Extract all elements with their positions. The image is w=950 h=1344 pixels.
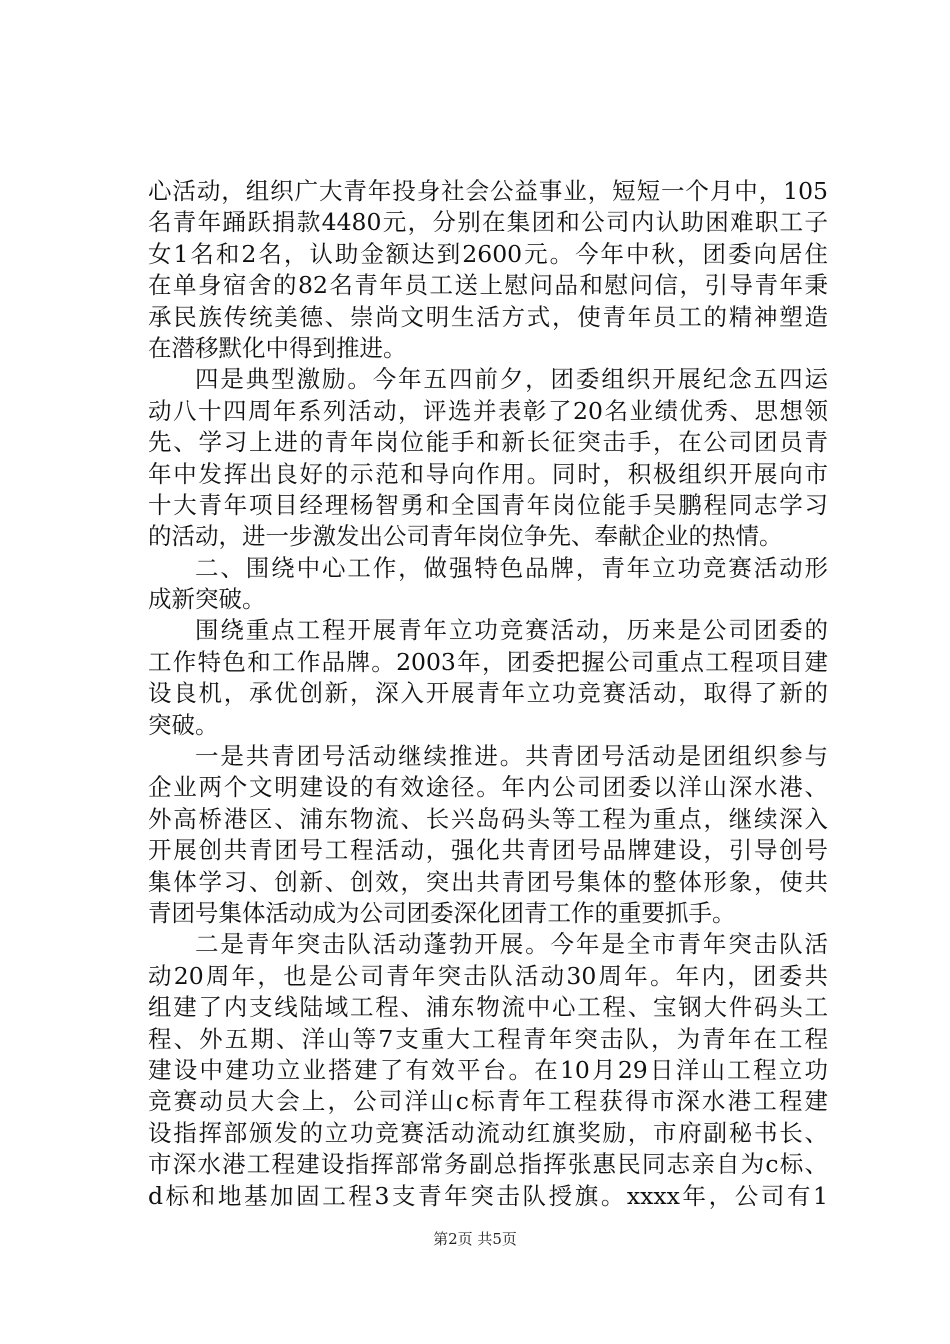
text-line: 二、围绕中心工作，做强特色品牌，青年立功竞赛活动形 [195, 553, 828, 582]
text-line: 市深水港工程建设指挥部常务副总指挥张惠民同志亲自为c标、 [148, 1150, 828, 1179]
text-line: 动20周年，也是公司青年突击队活动30周年。年内，团委共 [148, 961, 828, 990]
text-line: 在单身宿舍的82名青年员工送上慰问品和慰问信，引导青年秉 [148, 271, 828, 300]
text-line: 工作特色和工作品牌。2003年，团委把握公司重点工程项目建 [148, 647, 828, 676]
page-footer: 第2页 共5页 [433, 1230, 517, 1248]
text-line: 动八十四周年系列活动，评选并表彰了20名业绩优秀、思想领 [148, 396, 828, 425]
text-line: 二是青年突击队活动蓬勃开展。今年是全市青年突击队活 [195, 930, 828, 959]
text-line: 设指挥部颁发的立功竞赛活动流动红旗奖励，市府副秘书长、 [148, 1118, 828, 1147]
text-line: 一是共青团号活动继续推进。共青团号活动是团组织参与 [195, 742, 828, 771]
text-line: 突破。 [148, 710, 219, 739]
text-line: 程、外五期、洋山等7支重大工程青年突击队，为青年在工程 [148, 1024, 828, 1053]
text-line: 组建了内支线陆域工程、浦东物流中心工程、宝钢大件码头工 [148, 993, 828, 1022]
text-line: 承民族传统美德、崇尚文明生活方式，使青年员工的精神塑造 [148, 302, 828, 331]
text-line: 四是典型激励。今年五四前夕，团委组织开展纪念五四运 [195, 365, 828, 394]
text-line: 集体学习、创新、创效，突出共青团号集体的整体形象，使共 [148, 867, 828, 896]
text-line: 年中发挥出良好的示范和导向作用。同时，积极组织开展向市 [148, 459, 828, 488]
text-line: 十大青年项目经理杨智勇和全国青年岗位能手吴鹏程同志学习 [148, 490, 828, 519]
document-body [148, 176, 828, 1212]
text-line: 女1名和2名，认助金额达到2600元。今年中秋，团委向居住 [148, 239, 828, 268]
text-line: 的活动，进一步激发出公司青年岗位争先、奉献企业的热情。 [148, 522, 783, 551]
text-line: 成新突破。 [148, 585, 266, 614]
text-line: 青团号集体活动成为公司团委深化团青工作的重要抓手。 [148, 898, 736, 927]
text-line: 设良机，承优创新，深入开展青年立功竞赛活动，取得了新的 [148, 679, 828, 708]
text-line: 名青年踊跃捐款4480元，分别在集团和公司内认助困难职工子 [148, 208, 828, 237]
text-line: 开展创共青团号工程活动，强化共青团号品牌建设，引导创号 [148, 836, 828, 865]
text-line: 建设中建功立业搭建了有效平台。在10月29日洋山工程立功 [148, 1055, 828, 1084]
text-line: 在潜移默化中得到推进。 [148, 333, 407, 362]
text-line: 企业两个文明建设的有效途径。年内公司团委以洋山深水港、 [148, 773, 828, 802]
text-line: 心活动，组织广大青年投身社会公益事业，短短一个月中，105 [148, 177, 828, 205]
text-line: 围绕重点工程开展青年立功竞赛活动，历来是公司团委的 [195, 616, 828, 645]
text-line: 竞赛动员大会上，公司洋山c标青年工程获得市深水港工程建 [148, 1087, 828, 1116]
text-line: 外高桥港区、浦东物流、长兴岛码头等工程为重点，继续深入 [148, 804, 828, 833]
text-line: 先、学习上进的青年岗位能手和新长征突击手，在公司团员青 [148, 428, 828, 457]
text-line: d标和地基加固工程3支青年突击队授旗。xxxx年，公司有1 [148, 1181, 828, 1210]
